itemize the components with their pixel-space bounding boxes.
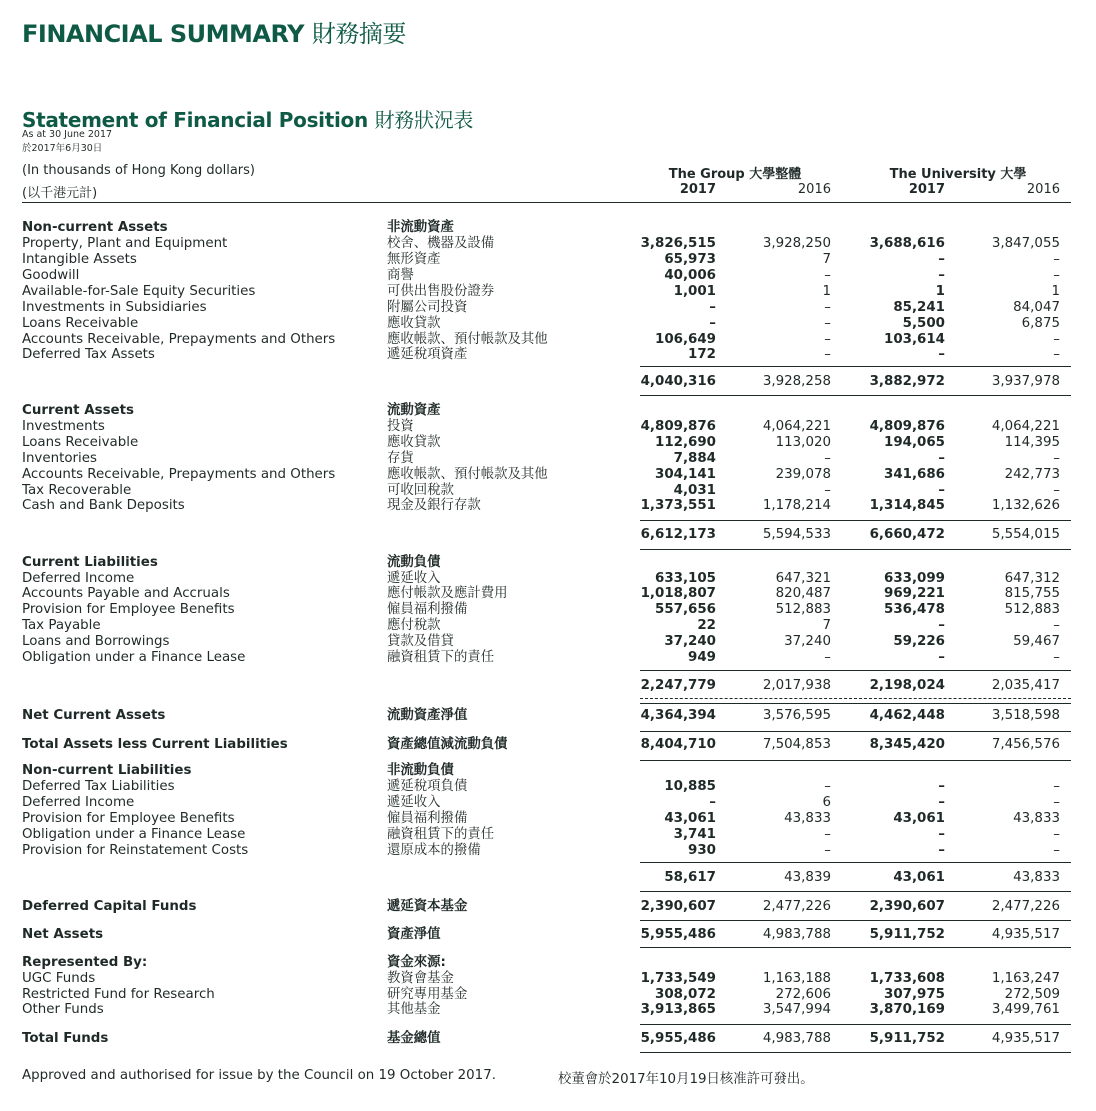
university-2016-value: 43,833 bbox=[1013, 870, 1060, 885]
row-label-en: Deferred Capital Funds bbox=[22, 899, 197, 914]
row-label-en: Investments in Subsidiaries bbox=[22, 300, 207, 315]
row-label-en: Net Assets bbox=[22, 927, 104, 942]
group-2016-value: 7,504,853 bbox=[762, 737, 831, 752]
university-2016-value: – bbox=[1053, 843, 1060, 858]
row-label-zh: 教資會基金 bbox=[387, 971, 454, 986]
university-2016-value: – bbox=[1053, 650, 1060, 665]
group-2017-value: 8,404,710 bbox=[640, 737, 716, 752]
total-rule bbox=[640, 1052, 1071, 1053]
university-2017-value: 969,221 bbox=[884, 586, 945, 601]
table-row bbox=[0, 602, 1096, 618]
row-label-en: UGC Funds bbox=[22, 971, 96, 986]
row-label-en: Intangible Assets bbox=[22, 252, 137, 267]
university-2017-value: – bbox=[938, 618, 945, 633]
unit-note-zh: (以千港元計) bbox=[22, 186, 98, 201]
row-label-zh: 資產總值減流動負債 bbox=[387, 737, 508, 752]
group-2016-value: – bbox=[824, 650, 831, 665]
group-2016-value: 272,606 bbox=[775, 987, 831, 1002]
university-2017-value: 3,870,169 bbox=[869, 1002, 945, 1017]
university-2017-value: – bbox=[938, 451, 945, 466]
group-2017-value: 1,733,549 bbox=[640, 971, 716, 986]
group-2017-value: 6,612,173 bbox=[640, 527, 716, 542]
row-label-zh: 應收帳款、預付帳款及其他 bbox=[387, 332, 548, 347]
group-2017-value: 304,141 bbox=[655, 467, 716, 482]
group-2016-value: 239,078 bbox=[775, 467, 831, 482]
group-2017-value: 22 bbox=[697, 618, 716, 633]
group-2016-value: 1,178,214 bbox=[762, 498, 831, 513]
group-2016-value: 7 bbox=[822, 252, 831, 267]
group-2017-value: 4,040,316 bbox=[640, 374, 716, 389]
row-label-en: Deferred Tax Assets bbox=[22, 347, 155, 362]
row-label-zh: 可供出售股份證券 bbox=[387, 284, 495, 299]
university-2017-value: – bbox=[938, 347, 945, 362]
row-label-zh: 資產淨值 bbox=[387, 927, 441, 942]
table-row bbox=[0, 971, 1096, 987]
table-row bbox=[0, 843, 1096, 859]
row-label-zh: 應收貸款 bbox=[387, 316, 441, 331]
row-label-en: Provision for Reinstatement Costs bbox=[22, 843, 249, 858]
university-2017-value: 5,911,752 bbox=[869, 927, 945, 942]
table-row bbox=[0, 795, 1096, 811]
row-label-en: Available-for-Sale Equity Securities bbox=[22, 284, 256, 299]
group-2017-value: 2,390,607 bbox=[640, 899, 716, 914]
approval-note-en: Approved and authorised for issue by the Council on 19 October 2017. bbox=[22, 1068, 496, 1083]
table-row bbox=[0, 252, 1096, 268]
university-2016-value: 7,456,576 bbox=[991, 737, 1060, 752]
group-2016-value: 2,017,938 bbox=[762, 678, 831, 693]
university-2017-value: – bbox=[938, 268, 945, 283]
university-2016-value: – bbox=[1053, 451, 1060, 466]
university-2016-value: 815,755 bbox=[1004, 586, 1060, 601]
group-2017-value: 106,649 bbox=[655, 332, 716, 347]
group-2016-value: – bbox=[824, 779, 831, 794]
group-2017-value: 557,656 bbox=[655, 602, 716, 617]
university-2016-value: 512,883 bbox=[1004, 602, 1060, 617]
university-2017-value: 59,226 bbox=[893, 634, 945, 649]
page-title-zh: 財務摘要 bbox=[311, 20, 406, 48]
group-2016-value: 3,576,595 bbox=[762, 708, 831, 723]
row-label-en: Restricted Fund for Research bbox=[22, 987, 215, 1002]
university-2017-value: 2,198,024 bbox=[869, 678, 945, 693]
table-row bbox=[0, 779, 1096, 795]
table-row bbox=[0, 435, 1096, 451]
table-row bbox=[0, 284, 1096, 300]
total-rule bbox=[640, 891, 1071, 892]
group-2016-value: 512,883 bbox=[775, 602, 831, 617]
row-label-zh: 遞延稅項資產 bbox=[387, 347, 468, 362]
group-2017-value: 3,741 bbox=[673, 827, 716, 842]
total-rule bbox=[640, 520, 1071, 521]
university-2017-value: 3,688,616 bbox=[869, 236, 945, 251]
row-label-zh: 應收貸款 bbox=[387, 435, 441, 450]
group-2017-value: 172 bbox=[688, 347, 716, 362]
university-2016-value: – bbox=[1053, 268, 1060, 283]
group-2016-value: 647,321 bbox=[775, 571, 831, 586]
group-column-header: The Group 大學整體 bbox=[668, 167, 802, 182]
section-heading-row bbox=[0, 220, 1096, 236]
row-label-zh: 現金及銀行存款 bbox=[387, 498, 481, 513]
row-label-zh: 還原成本的撥備 bbox=[387, 843, 481, 858]
row-label-zh: 流動資產淨值 bbox=[387, 708, 468, 723]
row-label-en: Goodwill bbox=[22, 268, 80, 283]
group-2016-value: 1 bbox=[822, 284, 831, 299]
group-2016-value: – bbox=[824, 316, 831, 331]
group-2017-value: 3,826,515 bbox=[640, 236, 716, 251]
row-label-zh: 非流動負債 bbox=[387, 763, 454, 778]
university-2016-value: 647,312 bbox=[1004, 571, 1060, 586]
total-rule bbox=[640, 947, 1071, 948]
group-2016-value: 1,163,188 bbox=[762, 971, 831, 986]
university-2016-value: – bbox=[1053, 483, 1060, 498]
group-2017-value: 930 bbox=[688, 843, 716, 858]
row-label-en: Provision for Employee Benefits bbox=[22, 602, 235, 617]
table-row bbox=[0, 316, 1096, 332]
university-2016-value: 3,499,761 bbox=[991, 1002, 1060, 1017]
row-label-zh: 遞延收入 bbox=[387, 571, 441, 586]
row-label-zh: 遞延收入 bbox=[387, 795, 441, 810]
total-row bbox=[0, 737, 1096, 753]
university-column-header: The University 大學 bbox=[889, 167, 1027, 182]
row-label-en: Total Funds bbox=[22, 1031, 109, 1046]
row-label-en: Net Current Assets bbox=[22, 708, 166, 723]
group-2016-value: 4,064,221 bbox=[762, 419, 831, 434]
university-2016-value: 3,518,598 bbox=[991, 708, 1060, 723]
university-2016-value: – bbox=[1053, 347, 1060, 362]
group-year-2017: 2017 bbox=[679, 182, 716, 197]
total-rule bbox=[640, 395, 1071, 396]
university-2017-value: 6,660,472 bbox=[869, 527, 945, 542]
row-label-zh: 融資租賃下的責任 bbox=[387, 827, 495, 842]
university-2017-value: 103,614 bbox=[884, 332, 945, 347]
page-title-en: FINANCIAL SUMMARY bbox=[22, 20, 304, 48]
group-2017-value: – bbox=[709, 300, 716, 315]
row-label-en: Tax Payable bbox=[22, 618, 101, 633]
group-2016-value: 7 bbox=[822, 618, 831, 633]
row-label-zh: 存貨 bbox=[387, 451, 414, 466]
group-2016-value: 820,487 bbox=[775, 586, 831, 601]
row-label-en: Cash and Bank Deposits bbox=[22, 498, 185, 513]
university-2017-value: 3,882,972 bbox=[869, 374, 945, 389]
row-label-zh: 無形資產 bbox=[387, 252, 441, 267]
row-label-en: Represented By: bbox=[22, 955, 148, 970]
university-2017-value: 536,478 bbox=[884, 602, 945, 617]
group-2017-value: 1,018,807 bbox=[640, 586, 716, 601]
group-2016-value: – bbox=[824, 300, 831, 315]
university-2017-value: – bbox=[938, 650, 945, 665]
row-label-en: Accounts Payable and Accruals bbox=[22, 586, 230, 601]
total-rule bbox=[640, 549, 1071, 550]
group-2017-value: 7,884 bbox=[673, 451, 716, 466]
row-label-zh: 融資租賃下的責任 bbox=[387, 650, 495, 665]
group-2017-value: 43,061 bbox=[664, 811, 716, 826]
university-2017-value: 5,500 bbox=[902, 316, 945, 331]
group-2016-value: – bbox=[824, 451, 831, 466]
group-2017-value: 4,364,394 bbox=[640, 708, 716, 723]
row-label-en: Non-current Assets bbox=[22, 220, 168, 235]
as-at-date-en: As at 30 June 2017 bbox=[22, 129, 113, 140]
row-label-zh: 流動負債 bbox=[387, 555, 441, 570]
university-2017-value: 1,733,608 bbox=[869, 971, 945, 986]
university-2017-value: – bbox=[938, 795, 945, 810]
group-2016-value: – bbox=[824, 483, 831, 498]
group-2016-value: 2,477,226 bbox=[762, 899, 831, 914]
group-year-2016: 2016 bbox=[797, 182, 831, 197]
group-2017-value: 58,617 bbox=[664, 870, 716, 885]
section-heading-row bbox=[0, 763, 1096, 779]
university-2017-value: 1 bbox=[935, 284, 945, 299]
table-row bbox=[0, 586, 1096, 602]
row-label-en: Loans and Borrowings bbox=[22, 634, 170, 649]
table-row bbox=[0, 650, 1096, 666]
group-2016-value: – bbox=[824, 332, 831, 347]
university-2016-value: 2,477,226 bbox=[991, 899, 1060, 914]
row-label-zh: 非流動資產 bbox=[387, 220, 454, 235]
group-2017-value: 2,247,779 bbox=[640, 678, 716, 693]
total-rule bbox=[640, 366, 1071, 367]
university-2016-value: 242,773 bbox=[1004, 467, 1060, 482]
university-2016-value: – bbox=[1053, 252, 1060, 267]
row-label-zh: 僱員福利撥備 bbox=[387, 602, 468, 617]
university-2017-value: 633,099 bbox=[884, 571, 945, 586]
statement-title-en: Statement of Financial Position bbox=[22, 108, 368, 132]
table-row bbox=[0, 347, 1096, 363]
university-2017-value: 194,065 bbox=[884, 435, 945, 450]
section-heading-row bbox=[0, 955, 1096, 971]
row-label-en: Obligation under a Finance Lease bbox=[22, 650, 246, 665]
group-2016-value: 43,839 bbox=[784, 870, 831, 885]
group-2017-value: 37,240 bbox=[664, 634, 716, 649]
row-label-zh: 其他基金 bbox=[387, 1002, 441, 1017]
dashed-rule bbox=[640, 698, 1071, 699]
row-label-en: Provision for Employee Benefits bbox=[22, 811, 235, 826]
group-2016-value: 3,928,258 bbox=[762, 374, 831, 389]
section-heading-row bbox=[0, 403, 1096, 419]
group-2016-value: 6 bbox=[822, 795, 831, 810]
university-2017-value: 4,462,448 bbox=[869, 708, 945, 723]
university-2017-value: 43,061 bbox=[893, 811, 945, 826]
table-row bbox=[0, 236, 1096, 252]
group-2017-value: 112,690 bbox=[655, 435, 716, 450]
group-2016-value: – bbox=[824, 827, 831, 842]
group-2016-value: 37,240 bbox=[784, 634, 831, 649]
row-label-en: Inventories bbox=[22, 451, 97, 466]
unit-note-en: (In thousands of Hong Kong dollars) bbox=[22, 163, 255, 178]
university-2016-value: 3,937,978 bbox=[991, 374, 1060, 389]
university-2017-value: 5,911,752 bbox=[869, 1031, 945, 1046]
group-2016-value: 43,833 bbox=[784, 811, 831, 826]
row-label-en: Other Funds bbox=[22, 1002, 104, 1017]
group-2017-value: 5,955,486 bbox=[640, 927, 716, 942]
group-2017-value: – bbox=[709, 316, 716, 331]
row-label-zh: 資金來源: bbox=[387, 955, 446, 970]
table-row bbox=[0, 467, 1096, 483]
university-2016-value: – bbox=[1053, 332, 1060, 347]
row-label-en: Property, Plant and Equipment bbox=[22, 236, 228, 251]
row-label-en: Total Assets less Current Liabilities bbox=[22, 737, 288, 752]
row-label-en: Deferred Tax Liabilities bbox=[22, 779, 175, 794]
row-label-en: Loans Receivable bbox=[22, 316, 139, 331]
total-rule bbox=[640, 670, 1071, 671]
row-label-zh: 附屬公司投資 bbox=[387, 300, 468, 315]
table-row bbox=[0, 827, 1096, 843]
group-2017-value: 5,955,486 bbox=[640, 1031, 716, 1046]
table-row bbox=[0, 618, 1096, 634]
university-2017-value: – bbox=[938, 252, 945, 267]
university-2017-value: – bbox=[938, 779, 945, 794]
university-2017-value: 307,975 bbox=[884, 987, 945, 1002]
university-year-2017: 2017 bbox=[908, 182, 945, 197]
subtotal-row bbox=[0, 527, 1096, 543]
group-2016-value: 5,594,533 bbox=[762, 527, 831, 542]
total-rule bbox=[640, 1024, 1071, 1025]
university-year-2016: 2016 bbox=[1026, 182, 1060, 197]
university-2016-value: 59,467 bbox=[1013, 634, 1060, 649]
group-2016-value: 3,928,250 bbox=[762, 236, 831, 251]
table-row bbox=[0, 571, 1096, 587]
header-rule bbox=[22, 202, 1071, 203]
group-2016-value: – bbox=[824, 347, 831, 362]
university-2016-value: 114,395 bbox=[1004, 435, 1060, 450]
page-title bbox=[22, 14, 406, 49]
row-label-zh: 投資 bbox=[387, 419, 414, 434]
group-2017-value: 4,809,876 bbox=[640, 419, 716, 434]
table-row bbox=[0, 451, 1096, 467]
university-2016-value: 1,132,626 bbox=[991, 498, 1060, 513]
table-row bbox=[0, 987, 1096, 1003]
row-label-zh: 基金總值 bbox=[387, 1031, 441, 1046]
university-2017-value: – bbox=[938, 483, 945, 498]
total-rule bbox=[640, 703, 1071, 704]
row-label-en: Deferred Income bbox=[22, 571, 135, 586]
subtotal-row bbox=[0, 678, 1096, 694]
table-row bbox=[0, 268, 1096, 284]
group-2017-value: 10,885 bbox=[664, 779, 716, 794]
group-2017-value: 40,006 bbox=[664, 268, 716, 283]
total-row bbox=[0, 1031, 1096, 1047]
university-2016-value: 4,935,517 bbox=[991, 1031, 1060, 1046]
group-2016-value: 4,983,788 bbox=[762, 1031, 831, 1046]
university-2016-value: – bbox=[1053, 779, 1060, 794]
row-label-en: Tax Recoverable bbox=[22, 483, 132, 498]
university-2016-value: 4,064,221 bbox=[991, 419, 1060, 434]
table-row bbox=[0, 483, 1096, 499]
row-label-zh: 應付稅款 bbox=[387, 618, 441, 633]
statement-title-zh: 財務狀況表 bbox=[374, 108, 474, 132]
table-row bbox=[0, 634, 1096, 650]
university-2017-value: – bbox=[938, 827, 945, 842]
row-label-en: Loans Receivable bbox=[22, 435, 139, 450]
row-label-zh: 商譽 bbox=[387, 268, 414, 283]
university-2016-value: 272,509 bbox=[1004, 987, 1060, 1002]
university-2016-value: 84,047 bbox=[1013, 300, 1060, 315]
university-2016-value: – bbox=[1053, 827, 1060, 842]
row-label-en: Non-current Liabilities bbox=[22, 763, 192, 778]
section-heading-row bbox=[0, 555, 1096, 571]
row-label-zh: 遞延資本基金 bbox=[387, 899, 468, 914]
table-row bbox=[0, 300, 1096, 316]
table-row bbox=[0, 1002, 1096, 1018]
row-label-en: Current Liabilities bbox=[22, 555, 158, 570]
as-at-date-zh: 於2017年6月30日 bbox=[22, 143, 103, 154]
university-2016-value: 43,833 bbox=[1013, 811, 1060, 826]
university-2017-value: 341,686 bbox=[884, 467, 945, 482]
university-2016-value: – bbox=[1053, 795, 1060, 810]
table-row bbox=[0, 811, 1096, 827]
total-row bbox=[0, 899, 1096, 915]
total-rule bbox=[640, 731, 1071, 732]
row-label-en: Investments bbox=[22, 419, 105, 434]
university-2017-value: 1,314,845 bbox=[869, 498, 945, 513]
row-label-zh: 遞延稅項負債 bbox=[387, 779, 468, 794]
group-2016-value: – bbox=[824, 268, 831, 283]
row-label-zh: 應付帳款及應計費用 bbox=[387, 586, 508, 601]
subtotal-row bbox=[0, 870, 1096, 886]
university-2016-value: 4,935,517 bbox=[991, 927, 1060, 942]
subtotal-row bbox=[0, 374, 1096, 390]
university-2016-value: 5,554,015 bbox=[991, 527, 1060, 542]
row-label-en: Accounts Receivable, Prepayments and Others bbox=[22, 332, 336, 347]
row-label-zh: 流動資產 bbox=[387, 403, 441, 418]
university-2016-value: – bbox=[1053, 618, 1060, 633]
table-row bbox=[0, 498, 1096, 514]
row-label-en: Accounts Receivable, Prepayments and Others bbox=[22, 467, 336, 482]
row-label-zh: 僱員福利撥備 bbox=[387, 811, 468, 826]
group-2016-value: – bbox=[824, 843, 831, 858]
group-2016-value: 113,020 bbox=[775, 435, 831, 450]
university-2016-value: 2,035,417 bbox=[991, 678, 1060, 693]
row-label-zh: 校舍、機器及設備 bbox=[387, 236, 495, 251]
group-2017-value: 633,105 bbox=[655, 571, 716, 586]
table-row bbox=[0, 332, 1096, 348]
group-2017-value: 3,913,865 bbox=[640, 1002, 716, 1017]
row-label-en: Obligation under a Finance Lease bbox=[22, 827, 246, 842]
university-2017-value: 43,061 bbox=[893, 870, 945, 885]
group-2017-value: 1,373,551 bbox=[640, 498, 716, 513]
row-label-en: Deferred Income bbox=[22, 795, 135, 810]
group-2017-value: 1,001 bbox=[673, 284, 716, 299]
university-2016-value: 1 bbox=[1051, 284, 1060, 299]
row-label-zh: 應收帳款、預付帳款及其他 bbox=[387, 467, 548, 482]
approval-note-zh: 校董會於2017年10月19日核准許可發出。 bbox=[558, 1072, 814, 1087]
table-row bbox=[0, 419, 1096, 435]
total-rule bbox=[640, 760, 1071, 761]
group-2017-value: – bbox=[709, 795, 716, 810]
total-rule bbox=[640, 862, 1071, 863]
group-2016-value: 3,547,994 bbox=[762, 1002, 831, 1017]
university-2016-value: 6,875 bbox=[1021, 316, 1060, 331]
university-2016-value: 1,163,247 bbox=[991, 971, 1060, 986]
group-2017-value: 65,973 bbox=[664, 252, 716, 267]
total-row bbox=[0, 927, 1096, 943]
total-rule bbox=[640, 920, 1071, 921]
university-2017-value: 85,241 bbox=[893, 300, 945, 315]
row-label-en: Current Assets bbox=[22, 403, 135, 418]
university-2017-value: 4,809,876 bbox=[869, 419, 945, 434]
university-2017-value: 8,345,420 bbox=[869, 737, 945, 752]
total-row bbox=[0, 708, 1096, 724]
row-label-zh: 貸款及借貸 bbox=[387, 634, 454, 649]
row-label-zh: 研究專用基金 bbox=[387, 987, 468, 1002]
group-2017-value: 949 bbox=[688, 650, 716, 665]
group-2017-value: 4,031 bbox=[673, 483, 716, 498]
group-2016-value: 4,983,788 bbox=[762, 927, 831, 942]
university-2017-value: 2,390,607 bbox=[869, 899, 945, 914]
university-2016-value: 3,847,055 bbox=[991, 236, 1060, 251]
group-2017-value: 308,072 bbox=[655, 987, 716, 1002]
university-2017-value: – bbox=[938, 843, 945, 858]
row-label-zh: 可收回稅款 bbox=[387, 483, 454, 498]
